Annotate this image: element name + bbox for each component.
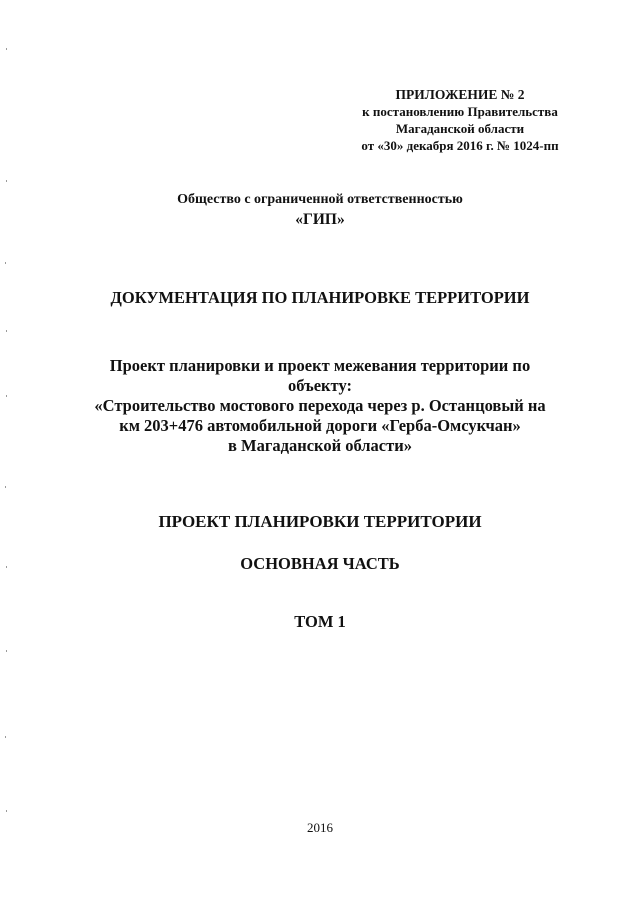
project-line-3: «Строительство мостового перехода через р. Останцовый на xyxy=(94,396,546,415)
section-title: ПРОЕКТ ПЛАНИРОВКИ ТЕРРИТОРИИ xyxy=(158,512,482,531)
organization-block xyxy=(0,190,640,230)
annex-decree-line: к постановлению Правительства xyxy=(362,104,558,119)
project-line-1: Проект планировки и проект межевания территории по xyxy=(109,356,531,375)
year: 2016 xyxy=(307,820,333,835)
annex-number: ПРИЛОЖЕНИЕ № 2 xyxy=(395,87,525,102)
project-line-2: объекту: xyxy=(288,376,352,395)
annex-date-line: от «30» декабря 2016 г. № 1024-пп xyxy=(361,138,559,153)
annex-block xyxy=(330,86,590,154)
volume-title: ТОМ 1 xyxy=(294,612,346,631)
project-line-5: в Магаданской области» xyxy=(228,436,412,455)
part-title: ОСНОВНАЯ ЧАСТЬ xyxy=(240,554,400,573)
organization-name: «ГИП» xyxy=(295,211,345,228)
document-type-title: ДОКУМЕНТАЦИЯ ПО ПЛАНИРОВКЕ ТЕРРИТОРИИ xyxy=(110,288,530,307)
project-description xyxy=(0,356,640,456)
project-line-4: км 203+476 автомобильной дороги «Герба-Омсукчан» xyxy=(119,416,521,435)
annex-region-line: Магаданской области xyxy=(395,121,525,136)
organization-type: Общество с ограниченной ответственностью xyxy=(177,192,463,207)
